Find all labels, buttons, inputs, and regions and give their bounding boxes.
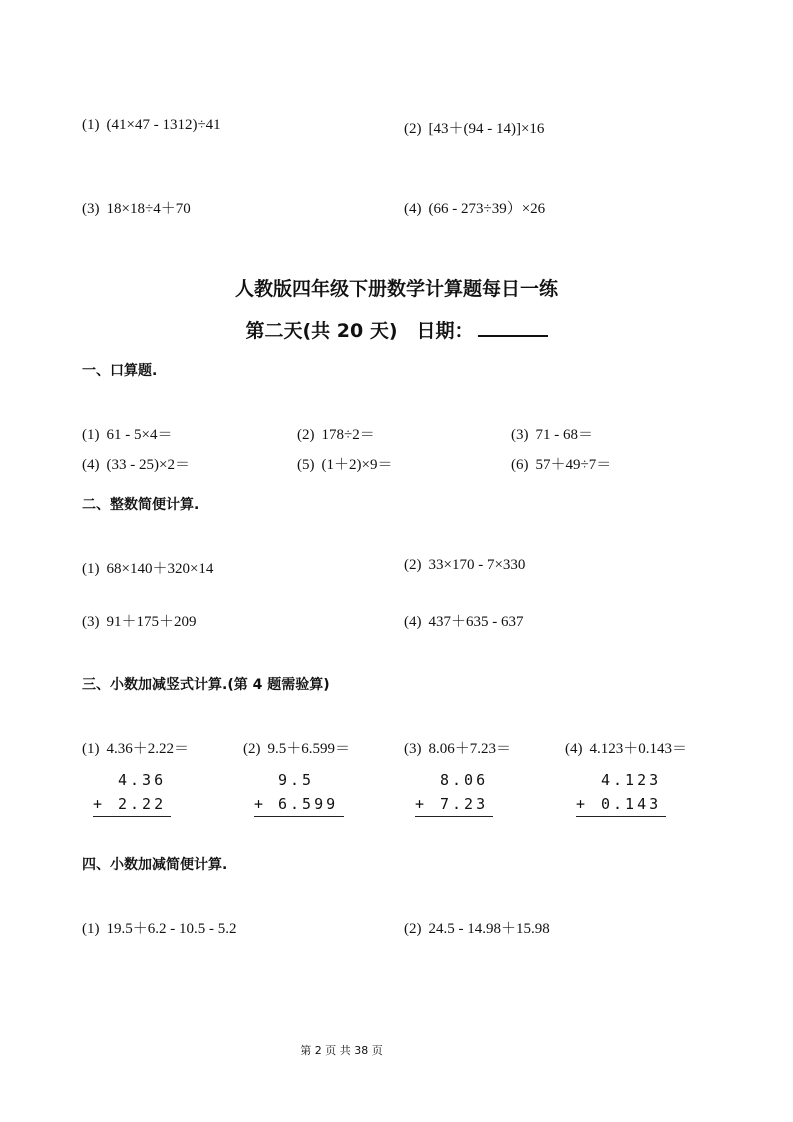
problem-expression: 91＋175＋209 <box>106 614 197 630</box>
problem-number: (4) <box>565 741 583 757</box>
problem-expression: 71 - 68＝ <box>535 427 593 443</box>
oral-problem-4 <box>82 453 190 474</box>
oral-problem-1 <box>82 423 172 444</box>
problem-expression: (41×47 - 1312)÷41 <box>106 117 221 133</box>
problem-number: (2) <box>404 121 422 137</box>
section-1-heading: 一、口算题. <box>82 363 158 379</box>
problem-expression: 33×170 - 7×330 <box>428 557 526 573</box>
vertical-problem-1 <box>82 737 189 758</box>
top-problem-2 <box>404 117 544 138</box>
decimal-problem-2 <box>404 917 550 938</box>
problem-expression: 24.5 - 14.98＋15.98 <box>428 921 550 937</box>
vertical-line-2 <box>254 816 344 817</box>
top-problem-1 <box>82 117 221 134</box>
problem-number: (5) <box>297 457 315 473</box>
subtitle-text: 第二天(共 20 天) 日期： <box>245 320 474 342</box>
problem-number: (1) <box>82 921 100 937</box>
integer-problem-4 <box>404 610 524 631</box>
vertical-line-1 <box>93 816 171 817</box>
problem-number: (1) <box>82 741 100 757</box>
vertical-top-1: 4.36 <box>118 771 167 789</box>
problem-expression: 4.36＋2.22＝ <box>106 741 190 757</box>
problem-expression: 8.06＋7.23＝ <box>428 741 512 757</box>
problem-number: (1) <box>82 117 100 133</box>
vertical-op-1: + <box>93 795 106 813</box>
vertical-line-3 <box>415 816 493 817</box>
section-4-heading: 四、小数加减简便计算. <box>82 857 228 873</box>
problem-expression: (66 - 273÷39）×26 <box>428 201 546 217</box>
problem-expression: 68×140＋320×14 <box>106 561 214 577</box>
problem-expression: 19.5＋6.2 - 10.5 - 5.2 <box>106 921 237 937</box>
problem-number: (1) <box>82 427 100 443</box>
section-2-heading: 二、整数简便计算. <box>82 497 200 513</box>
problem-number: (2) <box>404 557 422 573</box>
problem-expression: (33 - 25)×2＝ <box>106 457 190 473</box>
vertical-op-4: + <box>576 795 589 813</box>
vertical-problem-4 <box>565 737 687 758</box>
problem-expression: 437＋635 - 637 <box>428 614 524 630</box>
problem-number: (6) <box>511 457 529 473</box>
problem-number: (2) <box>243 741 261 757</box>
problem-expression: 9.5＋6.599＝ <box>267 741 351 757</box>
vertical-op-3: + <box>415 795 428 813</box>
problem-number: (3) <box>404 741 422 757</box>
vertical-problem-2 <box>243 737 350 758</box>
oral-problem-6 <box>511 453 611 474</box>
problem-number: (4) <box>404 201 422 217</box>
decimal-problem-1 <box>82 917 237 938</box>
problem-expression: [43＋(94 - 14)]×16 <box>428 121 545 137</box>
page-number-footer: 第 2 页 共 38 页 <box>300 1044 383 1057</box>
problem-number: (4) <box>404 614 422 630</box>
vertical-bottom-3: 7.23 <box>440 795 489 813</box>
problem-expression: 4.123＋0.143＝ <box>589 741 688 757</box>
vertical-op-2: + <box>254 795 267 813</box>
problem-number: (2) <box>404 921 422 937</box>
vertical-top-2: 9.5 <box>278 771 315 789</box>
problem-number: (3) <box>82 201 100 217</box>
vertical-problem-3 <box>404 737 511 758</box>
date-blank-field[interactable] <box>478 319 548 337</box>
problem-number: (1) <box>82 561 100 577</box>
problem-expression: 61 - 5×4＝ <box>106 427 173 443</box>
problem-expression: 18×18÷4＋70 <box>106 201 191 217</box>
vertical-top-3: 8.06 <box>440 771 489 789</box>
problem-expression: 57＋49÷7＝ <box>535 457 612 473</box>
problem-expression: 178÷2＝ <box>321 427 375 443</box>
problem-number: (3) <box>511 427 529 443</box>
top-problem-3 <box>82 197 191 218</box>
page-subtitle <box>0 316 793 343</box>
vertical-bottom-4: 0.143 <box>601 795 662 813</box>
oral-problem-5 <box>297 453 392 474</box>
integer-problem-2 <box>404 557 525 574</box>
vertical-bottom-2: 6.599 <box>278 795 339 813</box>
integer-problem-1 <box>82 557 213 578</box>
oral-problem-2 <box>297 423 375 444</box>
top-problem-4 <box>404 197 545 218</box>
problem-number: (3) <box>82 614 100 630</box>
oral-problem-3 <box>511 423 593 444</box>
section-3-heading: 三、小数加减竖式计算.(第 4 题需验算) <box>82 677 330 693</box>
problem-number: (2) <box>297 427 315 443</box>
problem-expression: (1＋2)×9＝ <box>321 457 393 473</box>
vertical-top-4: 4.123 <box>601 771 662 789</box>
vertical-line-4 <box>576 816 666 817</box>
integer-problem-3 <box>82 610 197 631</box>
problem-number: (4) <box>82 457 100 473</box>
page-title: 人教版四年级下册数学计算题每日一练 <box>234 278 558 300</box>
vertical-bottom-1: 2.22 <box>118 795 167 813</box>
